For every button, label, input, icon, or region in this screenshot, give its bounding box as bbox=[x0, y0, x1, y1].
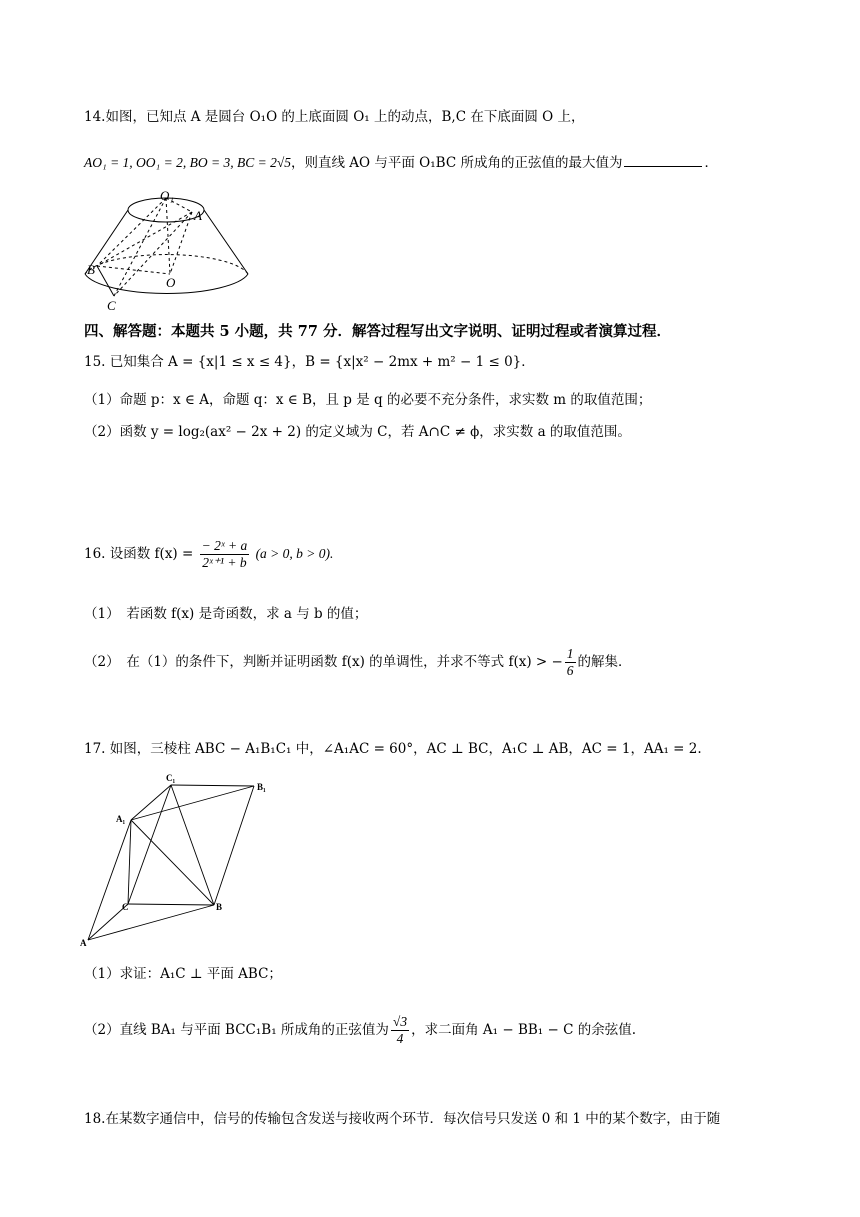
edge-c1-b1 bbox=[171, 785, 254, 786]
label-c: C bbox=[107, 298, 116, 313]
q17-part2 bbox=[84, 1010, 636, 1050]
q16-condition: (a > 0, b > 0). bbox=[255, 546, 334, 561]
label-a: A bbox=[80, 938, 87, 948]
label-c: C bbox=[122, 902, 129, 912]
segment-a-c bbox=[114, 212, 192, 296]
frustum-figure bbox=[80, 188, 260, 314]
segment-o1-c bbox=[114, 198, 166, 296]
q14-question-text: ，则直线 AO 与平面 O₁BC 所成角的正弦值的最大值为 bbox=[290, 155, 623, 171]
q17-part2-numerator: √3 bbox=[392, 1014, 408, 1029]
q15-stem: 15. 已知集合 A = {x|1 ≤ x ≤ 4}，B = {x|x² − 2mx + m² − 1 ≤ 0}． bbox=[84, 354, 535, 370]
q16-lead: 16. 设函数 f(x) = bbox=[84, 546, 194, 562]
right-slant-edge bbox=[204, 210, 248, 274]
q17-part2-lead: （2）直线 BA₁ 与平面 BCC₁B₁ 所成角的正弦值为 bbox=[84, 1022, 389, 1038]
q17-stem: 17. 如图，三棱柱 ABC − A₁B₁C₁ 中，∠A₁AC = 60°，AC ⊥ BC，A₁C ⊥ AB，AC = 1，AA₁ = 2. bbox=[84, 741, 702, 757]
label-o1: O₁ bbox=[160, 188, 174, 203]
q17-part1: （1）求证：A₁C ⊥ 平面 ABC； bbox=[84, 966, 282, 982]
bottom-base-back bbox=[85, 255, 248, 274]
q16-denominator: 2ˣ⁺¹ + b bbox=[202, 555, 247, 570]
segment-b-c bbox=[97, 266, 114, 296]
q16-stem bbox=[84, 534, 333, 574]
edge-a-a1 bbox=[88, 820, 131, 940]
q16-part2-tail: 的解集． bbox=[577, 654, 632, 670]
q18-line1: 18.在某数字通信中，信号的传输包含发送与接收两个环节．每次信号只发送 0 和 1 中的某个数字，由于随 bbox=[84, 1111, 721, 1127]
q14-conditions: AO₁ = 1, OO₁ = 2, BO = 3, BC = 2√5 bbox=[84, 155, 291, 170]
q17-part2-tail: ，求二面角 A₁ − BB₁ − C 的余弦值. bbox=[411, 1022, 636, 1038]
label-a: A bbox=[194, 208, 202, 223]
segment-b-o bbox=[97, 266, 170, 274]
segment-o1-b bbox=[97, 198, 166, 266]
q16-part2-fraction bbox=[565, 646, 576, 679]
prism-figure bbox=[76, 770, 276, 950]
edge-b-b1 bbox=[214, 786, 254, 905]
label-b: B bbox=[216, 902, 223, 912]
label-b: B bbox=[87, 262, 95, 277]
q16-part2-denominator: 6 bbox=[566, 663, 574, 678]
segment-a1-c bbox=[128, 820, 131, 904]
answer-blank bbox=[624, 152, 702, 167]
label-a1: A₁ bbox=[116, 814, 126, 824]
edge-a1-b1 bbox=[131, 786, 254, 820]
edge-c-b bbox=[128, 904, 214, 905]
q15-part1: （1）命题 p：x ∈ A，命题 q：x ∈ B，且 p 是 q 的必要不充分条件，求实数 m 的取值范围； bbox=[84, 392, 652, 408]
q14-line1: 14.如图，已知点 A 是圆台 O₁O 的上底面圆 O₁ 上的动点，B,C 在下底面圆 O 上， bbox=[84, 109, 585, 125]
label-b1: B₁ bbox=[257, 782, 266, 792]
q16-part2 bbox=[84, 642, 632, 682]
q16-part2-lead: （2） 在（1）的条件下，判断并证明函数 f(x) 的单调性，并求不等式 f(x) > − bbox=[84, 654, 563, 670]
q16-part2-numerator: 1 bbox=[566, 646, 574, 661]
section-heading: 四、解答题：本题共 5 小题，共 77 分．解答过程写出文字说明、证明过程或者演算过程． bbox=[84, 323, 671, 340]
q16-fraction bbox=[200, 538, 250, 571]
q17-part2-denominator: 4 bbox=[396, 1031, 404, 1046]
q17-part2-fraction bbox=[391, 1014, 409, 1047]
label-c1: C₁ bbox=[166, 773, 176, 783]
q14-line2 bbox=[84, 152, 718, 174]
q16-numerator: − 2ˣ + a bbox=[201, 538, 248, 553]
q14-period: ． bbox=[704, 155, 718, 171]
edge-c-c1 bbox=[128, 785, 171, 904]
q15-part2: （2）函数 y = log₂(ax² − 2x + 2) 的定义域为 C，若 A∩C ≠ ϕ，求实数 a 的取值范围。 bbox=[84, 424, 631, 440]
q16-part1: （1） 若函数 f(x) 是奇函数，求 a 与 b 的值； bbox=[84, 606, 368, 622]
label-o: O bbox=[166, 275, 176, 290]
